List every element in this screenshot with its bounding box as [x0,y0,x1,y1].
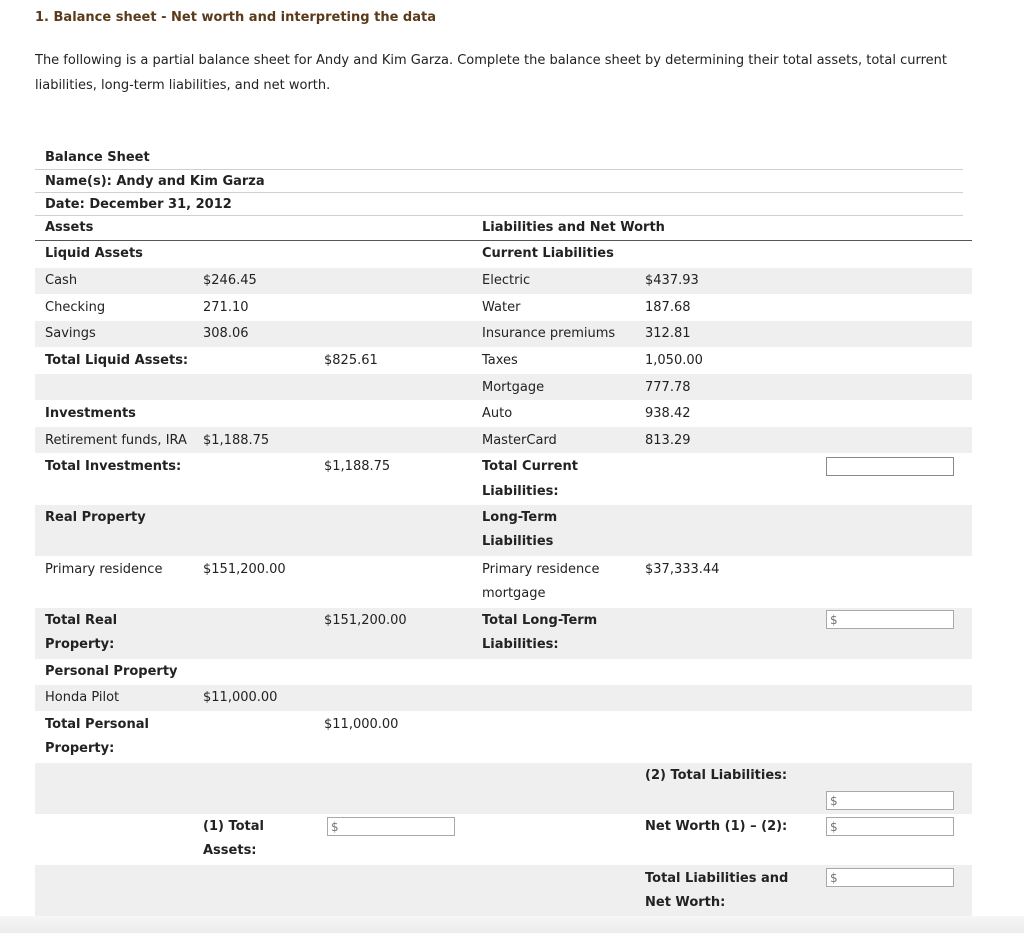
sheet-heading: Balance Sheet [45,150,150,165]
total-real-label: Total Real [45,613,118,628]
mortgage-value: 777.78 [645,380,691,395]
assets-header: Assets [45,220,94,235]
page-bottom-edge [0,916,1024,933]
electric-label: Electric [482,273,531,288]
question-instructions: The following is a partial balance sheet for Andy and Kim Garza. Complete the balance sheet by determining their total assets, total current liabilities, long-term liabilities, and net worth. [35,53,947,93]
total-longterm-liabilities-input[interactable] [826,610,954,629]
mortgage-lt-label: mortgage [482,586,546,601]
checking-value: 271.10 [203,300,249,315]
sheet-names: Name(s): Andy and Kim Garza [45,174,265,189]
net-worth-label: Net Worth (1) – (2): [645,819,788,834]
total-liabilities-net-worth-label: Net Worth: [645,895,726,910]
taxes-value: 1,050.00 [645,353,703,368]
total-personal-label: Property: [45,741,115,756]
total-investments-label: Total Investments: [45,459,182,474]
total-liabilities-label: (2) Total Liabilities: [645,768,788,783]
total-investments-value: $1,188.75 [324,459,391,474]
question-title: 1. Balance sheet - Net worth and interpreting the data [35,10,436,25]
total-liabilities-net-worth-label: Total Liabilities and [645,871,789,886]
row-band [35,685,972,711]
total-real-label: Property: [45,637,115,652]
insurance-value: 312.81 [645,326,691,341]
total-liabilities-net-worth-input[interactable] [826,868,954,887]
total-assets-label: (1) Total [203,819,264,834]
investments-header: Investments [45,406,136,421]
long-term-header: Long-Term [482,510,558,525]
insurance-label: Insurance premiums [482,326,616,341]
checking-label: Checking [45,300,106,315]
total-longterm-label: Liabilities: [482,637,559,652]
taxes-label: Taxes [482,353,518,368]
auto-label: Auto [482,406,513,421]
total-liquid-value: $825.61 [324,353,378,368]
water-label: Water [482,300,521,315]
net-worth-input[interactable] [826,817,954,836]
mortgage-lt-label: Primary residence [482,562,600,577]
total-real-value: $151,200.00 [324,613,407,628]
auto-value: 938.42 [645,406,691,421]
total-liquid-label: Total Liquid Assets: [45,353,189,368]
mastercard-value: 813.29 [645,433,691,448]
savings-label: Savings [45,326,96,341]
ira-value: $1,188.75 [203,433,270,448]
cash-value: $246.45 [203,273,257,288]
liquid-assets-header: Liquid Assets [45,246,143,261]
cash-label: Cash [45,273,78,288]
total-personal-label: Total Personal [45,717,149,732]
total-current-liabilities-input[interactable] [826,457,954,476]
current-liabilities-header: Current Liabilities [482,246,614,261]
total-personal-value: $11,000.00 [324,717,399,732]
honda-label: Honda Pilot [45,690,120,705]
total-longterm-label: Total Long-Term [482,613,598,628]
real-property-header: Real Property [45,510,146,525]
total-assets-label: Assets: [203,843,257,858]
residence-label: Primary residence [45,562,163,577]
savings-value: 308.06 [203,326,249,341]
mastercard-label: MasterCard [482,433,557,448]
total-current-label: Liabilities: [482,484,559,499]
total-current-label: Total Current [482,459,578,474]
residence-value: $151,200.00 [203,562,286,577]
total-liabilities-input[interactable] [826,791,954,810]
water-value: 187.68 [645,300,691,315]
long-term-header: Liabilities [482,534,554,549]
electric-value: $437.93 [645,273,699,288]
mortgage-label: Mortgage [482,380,545,395]
liabilities-header: Liabilities and Net Worth [482,220,665,235]
total-assets-input[interactable] [327,817,455,836]
ira-label: Retirement funds, IRA [45,433,187,448]
personal-property-header: Personal Property [45,664,178,679]
honda-value: $11,000.00 [203,690,278,705]
mortgage-lt-value: $37,333.44 [645,562,720,577]
sheet-date: Date: December 31, 2012 [45,197,232,212]
